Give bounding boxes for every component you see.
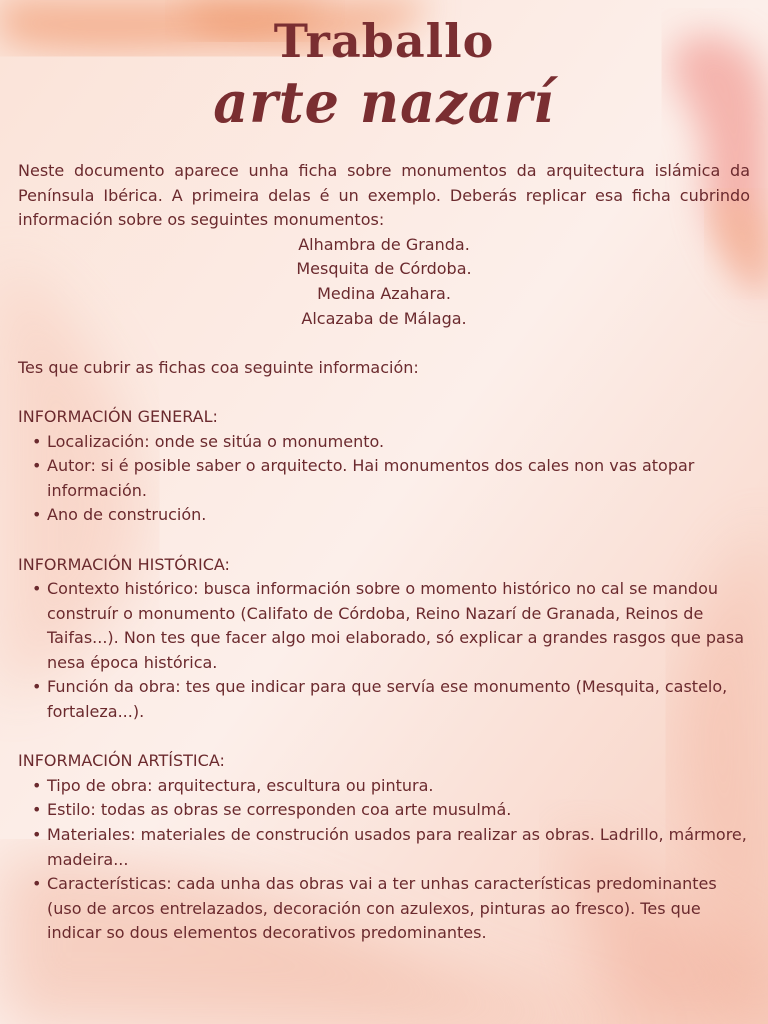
monument-item: Mesquita de Córdoba. <box>296 259 472 279</box>
list-item: • Materiales: materiales de construción usados para realizar as obras. Ladrillo, mármore, madeira... <box>47 823 750 872</box>
list-item: • Características: cada unha das obras vai a ter unhas características predominantes (uso de arcos entrelazados, decoración con azulexos, pinturas ao fresco). Tes que indicar so dous elementos decorativos predominantes. <box>47 872 750 946</box>
spacer <box>18 528 750 553</box>
section-heading-general: INFORMACIÓN GENERAL: <box>18 406 218 426</box>
document-subtitle: arte nazarí <box>213 68 555 136</box>
general-info-list <box>18 430 750 528</box>
list-item: • Ano de construción. <box>47 503 750 528</box>
historical-info-list <box>18 577 750 725</box>
instruction-text: Tes que cubrir as fichas coa seguinte información: <box>18 357 419 377</box>
list-item: • Estilo: todas as obras se corresponden coa arte musulmá. <box>47 798 750 823</box>
monument-list <box>18 233 750 331</box>
section-heading-artistic: INFORMACIÓN ARTÍSTICA: <box>18 751 225 771</box>
list-item: • Tipo de obra: arquitectura, escultura ou pintura. <box>47 774 750 799</box>
monument-item: Alcazaba de Málaga. <box>301 308 467 328</box>
list-item: • Localización: onde se sitúa o monumento. <box>47 430 750 455</box>
document-title: Traballo <box>273 14 495 68</box>
monument-item: Medina Azahara. <box>317 283 451 303</box>
spacer <box>18 331 750 356</box>
section-heading-historical: INFORMACIÓN HISTÓRICA: <box>18 554 230 574</box>
document-body <box>18 159 750 946</box>
list-item: • Contexto histórico: busca información sobre o momento histórico no cal se mandou construír o monumento (Califato de Córdoba, Reino Nazarí de Granada, Reinos de Taifas...). Non tes que facer algo moi elaborado, só explicar a grandes rasgos que pasa nesa época histórica. <box>47 577 750 675</box>
list-item: • Función da obra: tes que indicar para que servía ese monumento (Mesquita, castelo, fortaleza...). <box>47 675 750 724</box>
monument-item: Alhambra de Granda. <box>298 234 470 254</box>
spacer <box>18 725 750 750</box>
intro-paragraph: Neste documento aparece unha ficha sobre monumentos da arquitectura islámica da Península Ibérica. A primeira delas é un exemplo. Deberás replicar esa ficha cubrindo información sobre os seguintes monumentos: <box>18 161 750 230</box>
artistic-info-list <box>18 774 750 946</box>
list-item: • Autor: si é posible saber o arquitecto. Hai monumentos dos cales non vas atopar información. <box>47 454 750 503</box>
spacer <box>18 380 750 405</box>
